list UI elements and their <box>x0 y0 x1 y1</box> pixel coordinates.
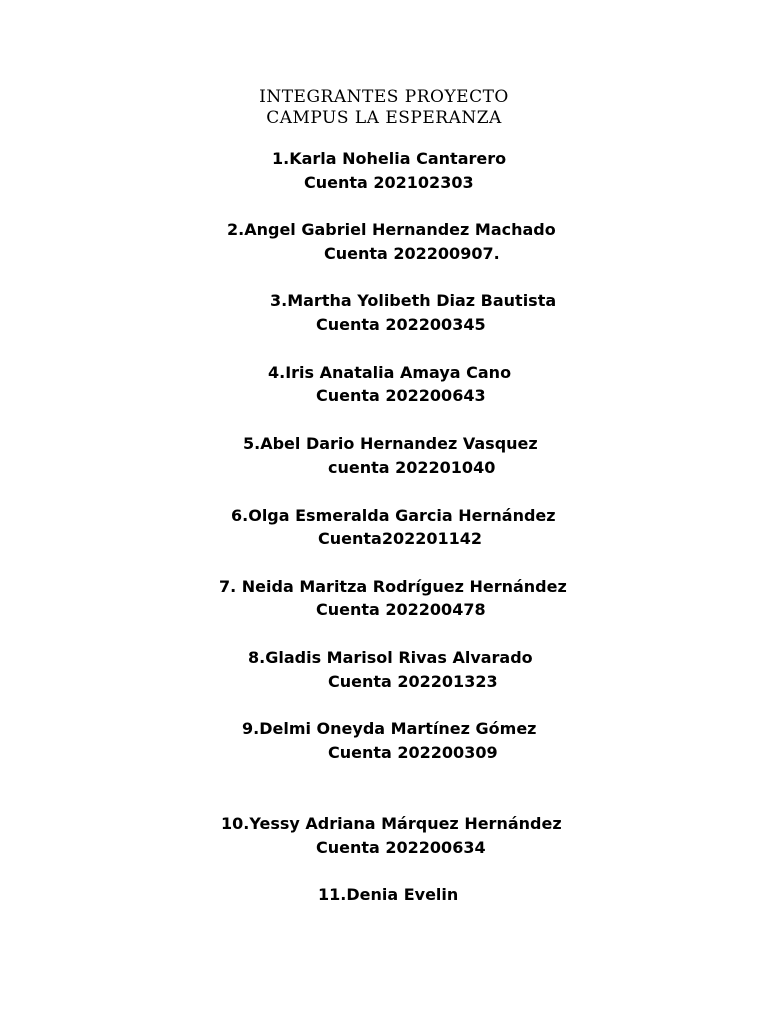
title-line-1: INTEGRANTES PROYECTO <box>259 87 509 107</box>
member-8-account: Cuenta 202201323 <box>328 672 498 691</box>
member-1-account: Cuenta 202102303 <box>304 173 474 192</box>
member-7-account: Cuenta 202200478 <box>316 600 486 619</box>
member-10-account: Cuenta 202200634 <box>316 838 486 857</box>
member-5-account: cuenta 202201040 <box>328 458 496 477</box>
member-11-name: 11.Denia Evelin <box>318 885 459 904</box>
member-6-name: 6.Olga Esmeralda Garcia Hernández <box>231 506 556 525</box>
member-8-name: 8.Gladis Marisol Rivas Alvarado <box>248 648 533 667</box>
title-line-2: CAMPUS LA ESPERANZA <box>266 108 502 128</box>
member-2-name: 2.Angel Gabriel Hernandez Machado <box>227 220 556 239</box>
member-10-name: 10.Yessy Adriana Márquez Hernández <box>221 814 562 833</box>
member-6-account: Cuenta202201142 <box>318 529 483 548</box>
member-4-account: Cuenta 202200643 <box>316 386 486 405</box>
member-2-account: Cuenta 202200907. <box>324 244 500 263</box>
member-5-name: 5.Abel Dario Hernandez Vasquez <box>243 434 538 453</box>
member-3-account: Cuenta 202200345 <box>316 315 486 334</box>
member-1-name: 1.Karla Nohelia Cantarero <box>272 149 507 168</box>
member-4-name: 4.Iris Anatalia Amaya Cano <box>268 363 512 382</box>
member-9-account: Cuenta 202200309 <box>328 743 498 762</box>
member-7-name: 7. Neida Maritza Rodríguez Hernández <box>219 577 567 596</box>
member-3-name: 3.Martha Yolibeth Diaz Bautista <box>270 291 557 310</box>
member-9-name: 9.Delmi Oneyda Martínez Gómez <box>242 719 537 738</box>
